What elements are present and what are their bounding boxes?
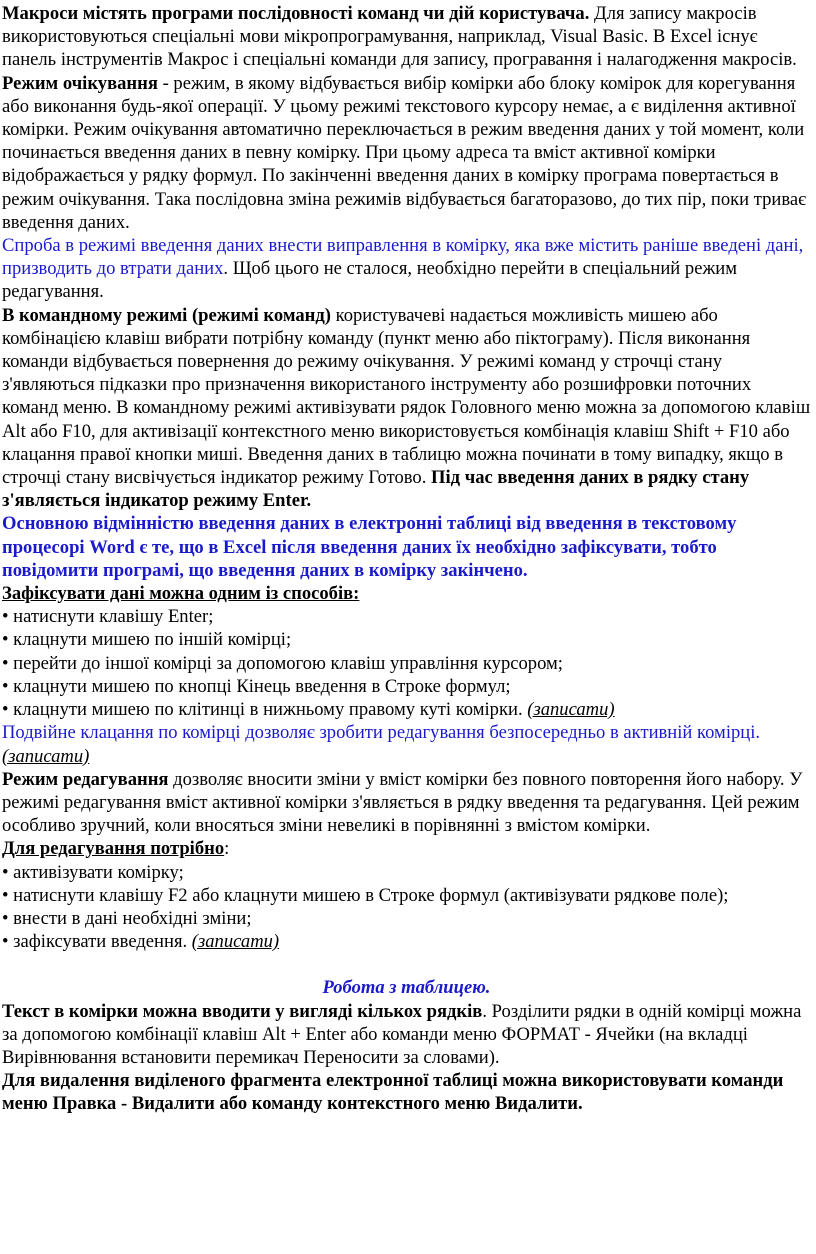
paragraph-macros: [2, 2, 811, 72]
wait-mode-term: Режим очікування: [2, 72, 158, 94]
enter-indicator-note: Під час введення даних в рядку стану з'являється індикатор режиму Enter.: [2, 467, 750, 512]
edit-mode-text: дозволяє вносити зміни у вміст комірки без повного повторення його набору. У режимі редагування вміст активної комірки з'являється в рядку введення та редагування. Цей режим особливо зручний, коли вносяться зміни невеликі в порівнянні з вмістом комірки.: [2, 768, 803, 837]
edit-mode-term: Режим редагування: [2, 768, 169, 790]
macros-text: Для запису макросів використовуються спеціальні мови мікропрограмування, наприклад, Visual Basic. В Excel існує панель інструментів Макрос і спеціальні команди для запису, програвання і налагодження макросів.: [2, 3, 797, 71]
paragraph-double-click: [2, 721, 811, 767]
edit-item: • активізувати комірку;: [2, 861, 184, 883]
wait-mode-text: - режим, в якому відбувається вибір комірки або блоку комірок для корегування або виконання будь-якої операції. У цьому режимі текстового курсору немає, а є виділення активної комірки. Режим очікування автоматично переключається в режим введення даних у той момент, коли починається введення даних в певну комірку. При цьому адреса та вміст активної комірки відображається у рядку формул. По закінченні введення даних в комірку програма повертається в режим очікування. Така послідовна зміна режимів відбувається багаторазово, до тих пір, поки триває введення даних.: [2, 72, 807, 233]
data-loss-text: . Щоб цього не сталося, необхідно перейти в спеціальний режим редагування.: [2, 258, 738, 303]
section-title: Робота з таблицею.: [322, 977, 491, 999]
write-down-note: (записати): [527, 699, 615, 721]
paragraph-command-mode: [2, 304, 811, 513]
paragraph-wait-mode: [2, 72, 811, 234]
spacer: [2, 953, 811, 976]
fix-item: • перейти до іншої комірці за допомогою клавіш управління курсором;: [2, 652, 563, 674]
multiline-text: . Розділити рядки в одній комірці можна за допомогою комбінації клавіш Alt + Enter або команди меню ФОРМАТ - Ячейки (на вкладці Вирівнювання встановити перемикач Переносити за словами).: [2, 1000, 802, 1068]
fix-item-text: • клацнути мишею по клітинці в нижньому правому куті комірки.: [2, 699, 528, 721]
edit-heading-line: [2, 837, 811, 860]
paragraph-data-loss: [2, 234, 811, 304]
edit-heading-colon: :: [224, 838, 230, 860]
fix-heading: Зафіксувати дані можна одним із способів:: [2, 583, 360, 605]
macros-term: Макроси містять програми послідовності команд чи дій користувача.: [2, 3, 590, 24]
paragraph-delete: Для видалення виділеного фрагмента електронної таблиці можна використовувати команди меню Правка - Видалити або команду контекстного меню Видалити.: [2, 1070, 784, 1115]
fix-item: • клацнути мишею по іншій комірці;: [2, 629, 292, 651]
command-mode-term: В командному режимі (режимі команд): [2, 304, 331, 326]
data-loss-warning: Спроба в режимі введення даних внести виправлення в комірку, яка вже містить раніше введені дані, призводить до втрати даних: [2, 235, 804, 280]
double-click-text: Подвійне клацання по комірці дозволяє зробити редагування безпосередньо в активній комірці.: [2, 722, 761, 744]
fix-item: • клацнути мишею по кнопці Кінець введення в Строке формул;: [2, 675, 511, 697]
edit-item: • внести в дані необхідні зміни;: [2, 907, 252, 929]
paragraph-main-difference: Основною відмінністю введення даних в електронні таблиці від введення в текстовому процесорі Word є те, що в Excel після введення даних їх необхідно зафіксувати, тобто повідомити програмі, що введення даних в комірку закінчено.: [2, 513, 737, 581]
paragraph-multiline: [2, 1000, 811, 1070]
fix-item-last: [2, 698, 811, 721]
edit-item-text: • зафіксувати введення.: [2, 931, 192, 953]
paragraph-edit-mode: [2, 768, 811, 838]
edit-item-last: [2, 930, 811, 953]
edit-item: • натиснути клавішу F2 або клацнути мишею в Строке формул (активізувати рядкове поле);: [2, 884, 729, 906]
multiline-term: Текст в комірки можна вводити у вигляді кількох рядків: [2, 1000, 483, 1022]
command-mode-text: користувачеві надається можливість мишею або комбінацією клавіш вибрати потрібну команду (пункт меню або піктограму). Після виконання команди відбувається повернення до режиму очікування. У режимі команд у строчці стану з'являються підказки про призначення використаного інструменту або розшифровки поточних команд меню. В командному режимі активізувати рядок Головного меню можна за допомогою клавіш Alt або F10, для активізації контекстного меню використовується комбінація клавіш Shift + F10 або клацання правої кнопки миші. Введення даних в таблицю можна починати в тому випадку, якщо в строчці стану висвічується індикатор режиму Готово.: [2, 304, 811, 489]
fix-item: • натиснути клавішу Enter;: [2, 606, 214, 628]
edit-heading: Для редагування потрібно: [2, 838, 225, 860]
write-down-note: (записати): [191, 931, 280, 953]
write-down-note: (записати): [2, 745, 90, 767]
